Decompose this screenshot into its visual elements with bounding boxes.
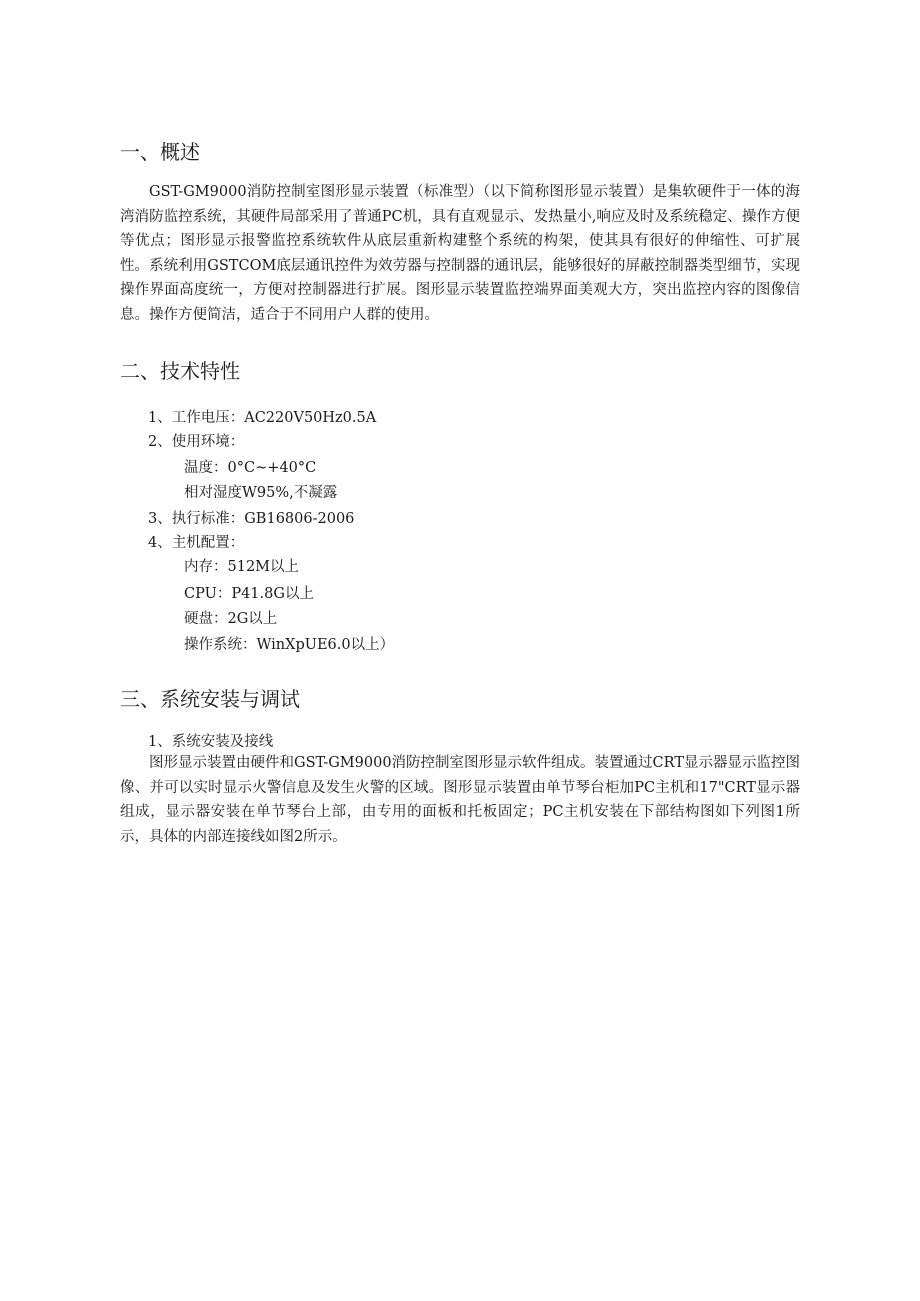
spec-disk: 硬盘：2G以上 [184,611,278,627]
spec-voltage: 1、工作电压：AC220V50Hz0.5A [148,410,377,426]
spec-humidity: 相对湿度W95%,不凝露 [184,485,338,501]
install-paragraph: 图形显示装置由硬件和GST-GM9000消防控制室图形显示软件组成。装置通过CRT显示器显示监控图像、并可以实时显示火警信息及发生火警的区域。图形显示装置由单节琴台柜加PC主机和17"CRT显示器组成，显示器安装在单节琴台上部，由专用的面板和托板固定；PC主机安装在下部结构图如下列图1所示，具体的内部连接线如图2所示。 [120,755,800,845]
spec-os: 操作系统：WinXpUE6.0以上） [184,637,395,653]
section-overview-heading: 一、概述 [120,140,200,164]
section-install-heading: 三、系统安装与调试 [120,687,300,711]
spec-environment: 2、使用环境： [148,434,245,450]
spec-temperature: 温度：0°C~+40°C [184,460,317,476]
spec-standard: 3、执行标准：GB16806-2006 [148,511,355,527]
spec-host-config: 4、主机配置： [148,535,245,551]
spec-memory: 内存：512M以上 [184,559,300,575]
spec-cpu: CPU：P41.8G以上 [184,586,314,602]
section-specs-heading: 二、技术特性 [120,359,240,383]
overview-paragraph: GST-GM9000消防控制室图形显示装置（标准型）（以下简称图形显示装置）是集软硬件于一体的海湾消防监控系统，其硬件局部采用了普通PC机，具有直观显示、发热量小,响应及时及系统稳定、操作方便等优点；图形显示报警监控系统软件从底层重新构建整个系统的构架，使其具有很好的伸缩性、可扩展性。系统利用GSTCOM底层通讯控件为效劳器与控制器的通讯层，能够很好的屏蔽控制器类型细节，实现操作界面高度统一，方便对控制器进行扩展。图形显示装置监控端界面美观大方，突出监控内容的图像信息。操作方便简洁，适合于不同用户人群的使用。 [120,184,800,323]
install-subheading: 1、系统安装及接线 [148,734,274,750]
